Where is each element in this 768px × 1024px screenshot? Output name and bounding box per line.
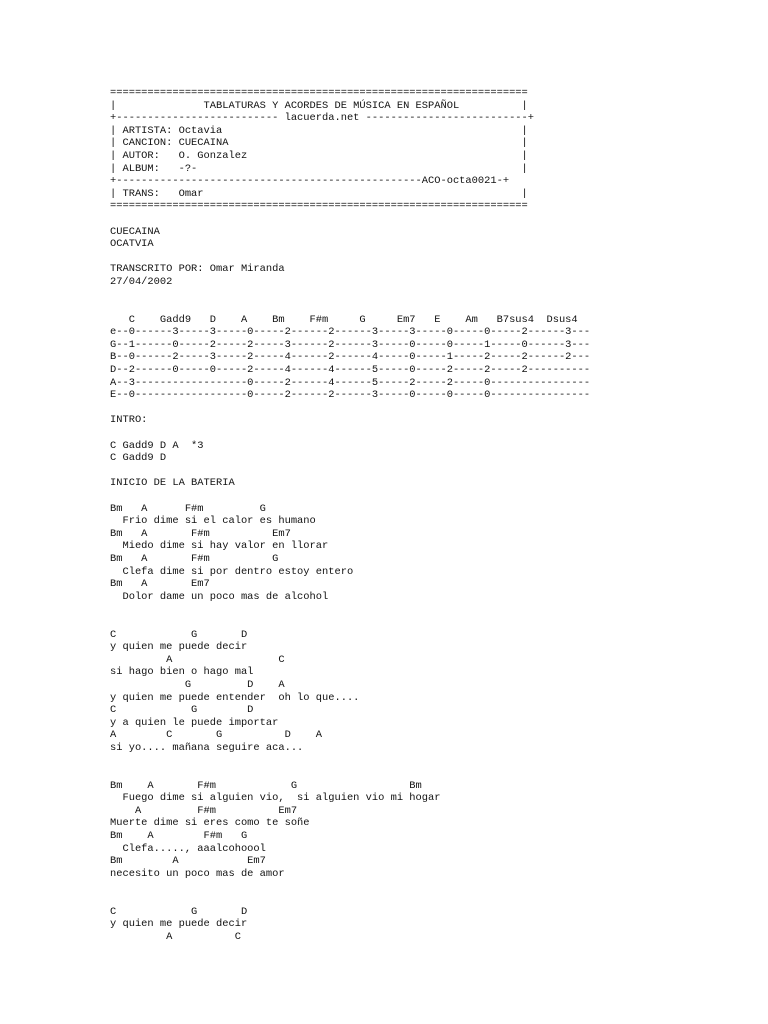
- text-line: [110, 427, 760, 440]
- text-line: necesito un poco mas de amor: [110, 867, 285, 880]
- text-line: ===================================================================: [110, 87, 528, 99]
- text-line: [110, 893, 760, 906]
- text-line: B--0------2-----3-----2-----4------2------4-----0-----1-----2-----2------2---: [110, 351, 591, 364]
- text-line: [110, 213, 760, 226]
- text-line: Miedo dime si hay valor en llorar: [110, 540, 329, 553]
- text-line: Bm A F#m Em7: [110, 527, 291, 540]
- text-line: | ALBUM: -?- |: [110, 162, 528, 175]
- text-line: A C G D A: [110, 729, 323, 742]
- text-line: A F#m Em7: [110, 804, 298, 817]
- text-line: [110, 490, 760, 503]
- text-line: [110, 289, 760, 302]
- text-line: A--3------------------0-----2------4------5-----2-----2-----0----------------: [110, 376, 591, 389]
- text-line: C Gadd9 D A Bm F#m G Em7 E Am B7sus4 Dsus4: [110, 313, 578, 326]
- text-line: E--0------------------0-----2------2------3-----0-----0-----0----------------: [110, 389, 591, 402]
- text-line: Bm A Em7: [110, 855, 266, 868]
- text-line: Frio dime si el calor es humano: [110, 515, 316, 528]
- text-line: Bm A F#m G: [110, 552, 279, 565]
- text-line: [110, 880, 760, 893]
- text-line: si hago bien o hago mal: [110, 666, 254, 679]
- text-line: Clefa....., aaalcohoool: [110, 842, 266, 855]
- text-line: OCATVIA: [110, 238, 154, 251]
- text-line: D--2------0-----0-----2-----4------4------5-----0-----2-----2-----2----------: [110, 364, 591, 377]
- text-line: C Gadd9 D A *3: [110, 439, 204, 452]
- text-line: +-------------------------------------------------ACO-octa0021-+: [110, 175, 510, 188]
- text-line: [110, 616, 760, 629]
- text-line: [110, 301, 760, 314]
- text-line: Muerte dime si eres como te soñe: [110, 817, 310, 830]
- text-line: y quien me puede decir: [110, 641, 248, 654]
- text-line: INICIO DE LA BATERIA: [110, 477, 235, 490]
- text-line: | ARTISTA: Octavia |: [110, 124, 528, 137]
- text-line: G D A: [110, 678, 285, 691]
- text-line: | TRANS: Omar |: [110, 187, 528, 200]
- text-line: G--1------0-----2-----2-----3------2------3-----0-----0-----1-----0------3---: [110, 338, 591, 351]
- text-line: [110, 754, 760, 767]
- text-line: [110, 402, 760, 415]
- text-line: A C: [110, 653, 285, 666]
- text-line: C G D: [110, 628, 248, 641]
- text-line: INTRO:: [110, 414, 148, 427]
- text-line: Bm A F#m G: [110, 502, 266, 515]
- text-line: | TABLATURAS Y ACORDES DE MÚSICA EN ESPAÑOL |: [110, 99, 528, 112]
- text-line: Dolor dame un poco mas de alcohol: [110, 590, 329, 603]
- document-page: [110, 87, 760, 943]
- chord-sheet-text: [110, 87, 760, 943]
- text-line: y quien me puede entender oh lo que....: [110, 691, 360, 704]
- text-line: ===================================================================: [110, 200, 528, 213]
- text-line: A C: [110, 930, 241, 943]
- text-line: TRANSCRITO POR: Omar Miranda: [110, 263, 285, 276]
- text-line: 27/04/2002: [110, 275, 173, 288]
- text-line: +-------------------------- lacuerda.net --------------------------+: [110, 112, 535, 125]
- text-line: y quien me puede decir: [110, 918, 248, 931]
- text-line: y a quien le puede importar: [110, 716, 279, 729]
- text-line: | CANCION: CUECAINA |: [110, 137, 528, 150]
- text-line: si yo.... mañana seguire aca...: [110, 741, 304, 754]
- text-line: CUECAINA: [110, 225, 160, 238]
- text-line: e--0------3-----3-----0-----2------2------3-----3-----0-----0-----2------3---: [110, 326, 591, 339]
- text-line: Bm A F#m G Bm: [110, 779, 422, 792]
- text-line: [110, 767, 760, 780]
- text-line: Fuego dime si alguien vio, si alguien vio mi hogar: [110, 792, 441, 805]
- text-line: Bm A F#m G: [110, 830, 248, 843]
- text-line: Clefa dime si por dentro estoy entero: [110, 565, 354, 578]
- text-line: C G D: [110, 704, 254, 717]
- text-line: C Gadd9 D: [110, 452, 167, 465]
- text-line: Bm A Em7: [110, 578, 210, 591]
- text-line: | AUTOR: O. Gonzalez |: [110, 149, 528, 162]
- text-line: [110, 603, 760, 616]
- text-line: C G D: [110, 905, 248, 918]
- text-line: [110, 465, 760, 478]
- text-line: [110, 251, 760, 264]
